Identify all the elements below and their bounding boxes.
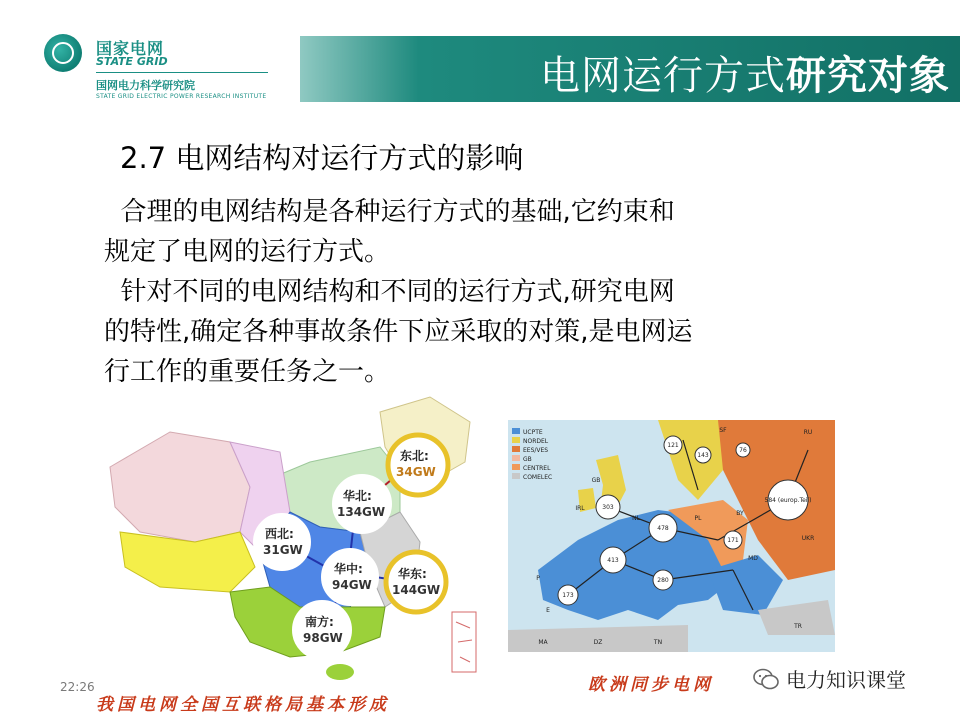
svg-text:303: 303 xyxy=(602,504,614,511)
svg-text:121: 121 xyxy=(667,442,679,449)
svg-text:GB: GB xyxy=(591,477,601,484)
svg-text:SF: SF xyxy=(719,427,727,434)
svg-text:南方:: 南方: xyxy=(305,615,334,629)
svg-text:NL: NL xyxy=(632,515,640,522)
timestamp: 22:26 xyxy=(60,680,95,694)
svg-text:94GW: 94GW xyxy=(332,578,372,592)
svg-text:BY: BY xyxy=(736,510,744,517)
svg-text:华北:: 华北: xyxy=(343,489,372,503)
svg-text:EES/VES: EES/VES xyxy=(523,447,549,454)
svg-text:GB: GB xyxy=(523,456,532,463)
paragraph-2-line-3: 行工作的重要任务之一。 xyxy=(104,357,391,387)
svg-text:134GW: 134GW xyxy=(337,505,386,519)
svg-text:E: E xyxy=(546,607,550,614)
svg-text:280: 280 xyxy=(657,577,669,584)
paragraph-1 xyxy=(104,192,824,392)
svg-text:MA: MA xyxy=(538,639,548,646)
svg-text:西北:: 西北: xyxy=(265,527,294,541)
title-banner xyxy=(300,36,960,102)
wechat-icon xyxy=(752,666,780,692)
region-label-north xyxy=(334,476,390,532)
svg-text:华东:: 华东: xyxy=(398,567,427,581)
paragraph-2-line-2: 的特性,确定各种事故条件下应采取的对策,是电网运 xyxy=(104,317,693,347)
svg-text:PL: PL xyxy=(694,515,702,522)
svg-text:RU: RU xyxy=(803,429,813,436)
svg-text:98GW: 98GW xyxy=(303,631,343,645)
svg-text:173: 173 xyxy=(562,592,574,599)
svg-text:NORDEL: NORDEL xyxy=(523,438,549,445)
svg-text:584 (europ.Teil): 584 (europ.Teil) xyxy=(764,497,812,504)
svg-text:144GW: 144GW xyxy=(392,583,441,597)
region-label-northeast xyxy=(388,435,448,495)
logo-text-en: STATE GRID xyxy=(96,55,168,68)
svg-text:IRL: IRL xyxy=(575,505,585,512)
institute-name-cn: 国网电力科学研究院 xyxy=(96,79,195,92)
section-heading: 2.7 电网结构对运行方式的影响 xyxy=(120,141,524,175)
svg-text:UKR: UKR xyxy=(801,535,815,542)
china-map-caption: 我国电网全国互联格局基本形成 xyxy=(96,695,390,715)
institute-name-en: STATE GRID ELECTRIC POWER RESEARCH INSTITUTE xyxy=(96,93,267,100)
paragraph-2-line-1: 针对不同的电网结构和不同的运行方式,研究电网 xyxy=(104,277,675,307)
watermark xyxy=(752,664,906,693)
logo-divider xyxy=(96,72,268,73)
svg-text:UCPTE: UCPTE xyxy=(523,429,543,436)
region-label-central xyxy=(323,550,377,604)
svg-text:TR: TR xyxy=(794,623,802,630)
region-label-south xyxy=(294,602,350,658)
svg-text:76: 76 xyxy=(739,447,747,454)
logo-text-cn: 国家电网 xyxy=(96,39,165,58)
svg-text:COMELEC: COMELEC xyxy=(523,474,553,481)
paragraph-1-line-1: 合理的电网结构是各种运行方式的基础,它约束和 xyxy=(104,197,675,227)
svg-text:478: 478 xyxy=(657,525,669,532)
svg-text:CENTREL: CENTREL xyxy=(523,465,551,472)
svg-text:东北:: 东北: xyxy=(400,449,429,463)
svg-text:P: P xyxy=(536,575,540,582)
slide-title: 电网运行方式研究对象 xyxy=(540,53,950,99)
svg-text:MD: MD xyxy=(748,555,758,562)
svg-text:DZ: DZ xyxy=(593,639,603,646)
svg-text:143: 143 xyxy=(697,452,709,459)
state-grid-logo-icon xyxy=(44,34,82,72)
china-grid-map xyxy=(100,392,480,692)
europe-synchronous-grid-map xyxy=(508,420,835,652)
europe-map-caption: 欧洲同步电网 xyxy=(588,675,714,695)
watermark-text: 电力知识课堂 xyxy=(786,668,906,692)
svg-text:34GW: 34GW xyxy=(396,465,436,479)
svg-text:华中:: 华中: xyxy=(334,562,363,576)
region-label-northwest xyxy=(255,515,309,569)
svg-text:171: 171 xyxy=(727,537,739,544)
paragraph-1-line-2: 规定了电网的运行方式。 xyxy=(104,237,391,267)
region-label-east xyxy=(386,552,446,612)
svg-text:31GW: 31GW xyxy=(263,543,303,557)
svg-text:TN: TN xyxy=(653,639,663,646)
svg-text:413: 413 xyxy=(607,557,619,564)
